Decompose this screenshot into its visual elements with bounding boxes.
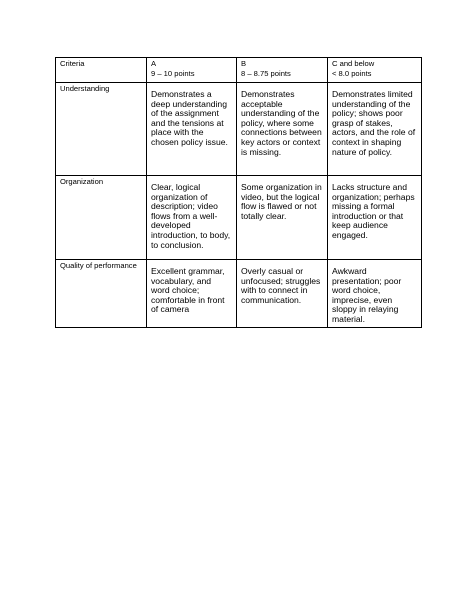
header-grade-b-points: 8 – 8.75 points [241, 69, 291, 78]
understanding-grade-b [237, 83, 328, 176]
descriptor-text: Excellent grammar, vocabulary, and word choice; comfortable in front of camera [151, 266, 225, 315]
descriptor-text: Overly casual or unfocused; struggles with to connect in communication. [241, 266, 321, 305]
criterion-label: Understanding [60, 84, 110, 93]
organization-grade-b [237, 176, 328, 260]
criterion-label: Quality of performance [60, 261, 137, 270]
understanding-grade-c [328, 83, 422, 176]
descriptor-text: Demonstrates acceptable understanding of the policy, where some connections between key actors or context is missing. [241, 89, 322, 157]
criterion-quality-of-performance [56, 260, 147, 328]
header-criteria-label: Criteria [60, 59, 85, 68]
header-grade-a-label: A [151, 59, 157, 68]
header-grade-c-points: < 8.0 points [332, 69, 372, 78]
table-header-row [56, 58, 422, 83]
quality-grade-b [237, 260, 328, 328]
header-grade-b-cell [237, 58, 328, 83]
descriptor-text: Awkward presentation; poor word choice, imprecise, even sloppy in relaying material. [332, 266, 402, 324]
descriptor-text: Demonstrates limited understanding of the policy; shows poor grasp of stakes, actors, and the role of context in shaping nature of policy. [332, 89, 416, 157]
grading-rubric-table [55, 57, 422, 328]
descriptor-text: Some organization in video, but the logical flow is flawed or not totally clear. [241, 182, 322, 221]
table-row [56, 176, 422, 260]
table-row [56, 83, 422, 176]
descriptor-text: Demonstrates a deep understanding of the assignment and the tensions at place with the chosen policy issue. [151, 89, 228, 147]
header-grade-c-label: C and below [332, 59, 375, 68]
header-grade-a-cell [147, 58, 237, 83]
descriptor-text: Clear, logical organization of description; video flows from a well-developed introduction, to body, to conclusion. [151, 182, 231, 250]
criterion-organization [56, 176, 147, 260]
criterion-label: Organization [60, 177, 104, 186]
criterion-understanding [56, 83, 147, 176]
understanding-grade-a [147, 83, 237, 176]
quality-grade-a [147, 260, 237, 328]
header-criteria-cell [56, 58, 147, 83]
header-grade-c-cell [328, 58, 422, 83]
table-row [56, 260, 422, 328]
descriptor-text: Lacks structure and organization; perhaps missing a formal introduction or that keep audience engaged. [332, 182, 415, 240]
organization-grade-a [147, 176, 237, 260]
header-grade-b-label: B [241, 59, 247, 68]
quality-grade-c [328, 260, 422, 328]
header-grade-a-points: 9 – 10 points [151, 69, 195, 78]
organization-grade-c [328, 176, 422, 260]
